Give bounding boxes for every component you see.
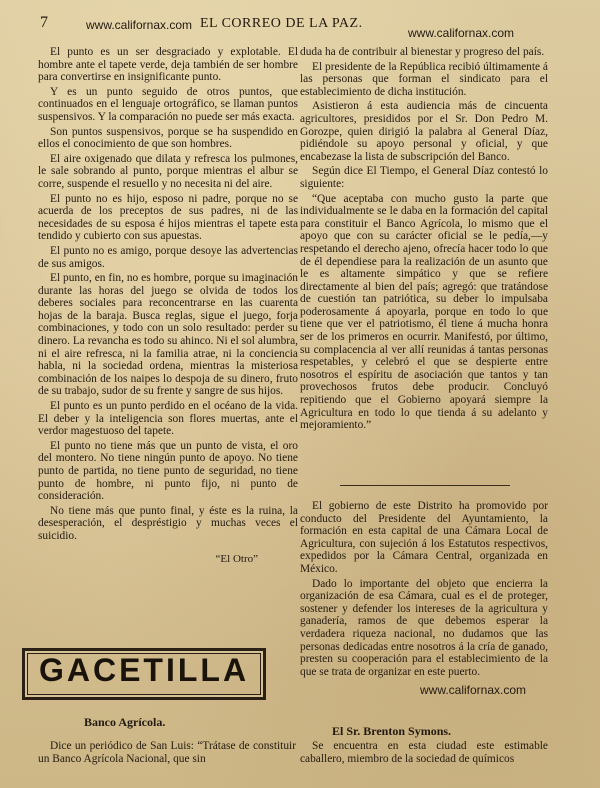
watermark-url-right: www.californax.com [408,26,515,40]
paragraph: Asistieron á esta audiencia más de cincuenta agricultores, presididos por el Sr. Don Pedro M. Gorozpe, quien dirigió la palabra al General Díaz, pidiéndole su apoyo personal y oficial, y que encabezase la lista de subscripción del Banco. [300,100,548,163]
paragraph: No tiene más que punto final, y éste es la ruina, la desesperación, el despréstigio y muchas veces el suicidio. [38,504,298,542]
paragraph: El punto, en fin, no es hombre, porque su imaginación durante las horas del juego se olvida de todos los deberes sociales para reconcentrarse en las cuarenta hojas de la baraja. Busca reglas, sigue el juego, forja combinaciones, y todo con un solo resultado: perder su dinero. La revancha es todo su ahinco. Ni el sol alumbra, ni el aire refresca, ni la familia atrae, ni la conciencia habla, ni la sociedad ordena, mientras la misteriosa combinación de los naipes lo despoja de su dinero, fruto de su trabajo, sudor de su frente y sangre de sus hijos. [38,272,298,398]
paragraph: El punto no tiene más que un punto de vista, el oro del montero. No tiene ningún punto de apoyo. No tiene punto de partida, no tiene punto de seguridad, no tiene punto de hombre, ni punto fijo, ni punto de consideración. [38,439,298,503]
paragraph: El punto es un ser desgraciado y explotable. El hombre ante el tapete verde, deja también de ser hombre para convertirse en insignificante punto. [38,46,298,84]
publication-title: EL CORREO DE LA PAZ. [200,16,363,31]
watermark-url-lower: www.californax.com [420,683,527,697]
paragraph: Según dice El Tiempo, el General Díaz contestó lo siguiente: [300,165,548,190]
paragraph: Dado lo importante del objeto que encierra la organización de esa Cámara, cual es el de proteger, sostener y defender los intereses de la agricultura y ganadería, ramos de que debemos esperar la verdadera riqueza nacional, no dudamos que las personas dedicadas entre nosotros á la cría de ganado, presten su cooperación para el establecimiento de la que se trata de organizar en este puerto. [300,577,548,678]
paragraph: Dice un periódico de San Luis: “Trátase de constituir un Banco Agrícola Nacional, que sin [38,740,296,765]
watermark-url-left: www.californax.com [86,18,193,32]
section-title-gacetilla: GACETILLA [38,652,250,688]
paragraph: El punto no es amigo, porque desoye las advertencias de sus amigos. [38,244,298,270]
article-brenton-symons [300,740,548,765]
paragraph: El gobierno de este Distrito ha promovido por conducto del Presidente del Ayuntamiento, la formación en esta capital de una Cámara Local de Agricultura, con sujeción á los Estatutos respectivos, expedidos por la Cámara Central, organizada en México. [300,500,548,575]
paragraph: duda ha de contribuir al bienestar y progreso del país. [300,46,545,58]
right-column-lower [300,500,548,680]
paragraph: El punto no es hijo, esposo ni padre, porque no se acuerda de los preceptos de sus padres, ni de las necesidades de su esposa é hijos mientras el tapete esta tendido y cubierto con sus apuestas. [38,192,298,243]
paragraph: El presidente de la República recibió últimamente á las personas que forman el sindicato para el establecimiento de dicha institución. [300,60,548,98]
right-column [300,46,548,434]
section-divider [340,485,510,486]
page-number: 7 [40,14,48,31]
left-column [38,46,298,567]
article-banco-agricola [38,740,296,765]
author-signature: “El Otro” [215,552,258,565]
paragraph: Se encuentra en esta ciudad este estimable caballero, miembro de la sociedad de químicos [300,740,548,765]
paragraph: El aire oxigenado que dilata y refresca los pulmones, le sale sobrando al punto, porque mientras el albur se corre, suspende el resuello y no necesita ni del aire. [38,152,298,190]
article-heading-brenton-symons: El Sr. Brenton Symons. [332,724,452,738]
article-heading-banco-agricola: Banco Agrícola. [84,715,166,729]
page-header [0,0,600,40]
paragraph: Son puntos suspensivos, porque se ha suspendido en ellos el conocimiento de que son hombres. [38,125,298,151]
paragraph: Y es un punto seguido de otros puntos, que continuados en el lenguaje ortográfico, se llaman puntos suspensivos. Y la comparación no puede ser más exacta. [38,85,298,123]
paragraph: El punto es un punto perdido en el océano de la vida. El deber y la inteligencia son flores muertas, ante el verdor magestuoso del tapete. [38,400,298,438]
quoted-statement: “Que aceptaba con mucho gusto la parte que individualmente se le daba en la formación del capital para constituir el Banco Agrícola, lo mismo que el apoyo que con su carácter oficial se le pedía,—y respetando el derecho ajeno, ofrecía hacer todo lo que de él dependiese para la realización de un asunto que le es altamente simpático y que se refiere directamente al bien del país; agregó: que tratándose de cuestión tan patriótica, su deber lo impulsaba poderosamente á apoyarla, porque en todo lo que tiene que ver el patriotismo, él tiene á mucha honra ser de los primeros en ocurrir. Manifestó, por último, su complacencia al ver allí reunidas á tantas personas respetables, y celebró el que se despierte entre nosotros el espíritu de asociación que tantos y tan provechosos frutos debe producir. Concluyó repitiendo que el Gobierno apoyará siempre la Agricultura en todo lo que tienda á su adelanto y mejoramiento.” [300,192,548,432]
